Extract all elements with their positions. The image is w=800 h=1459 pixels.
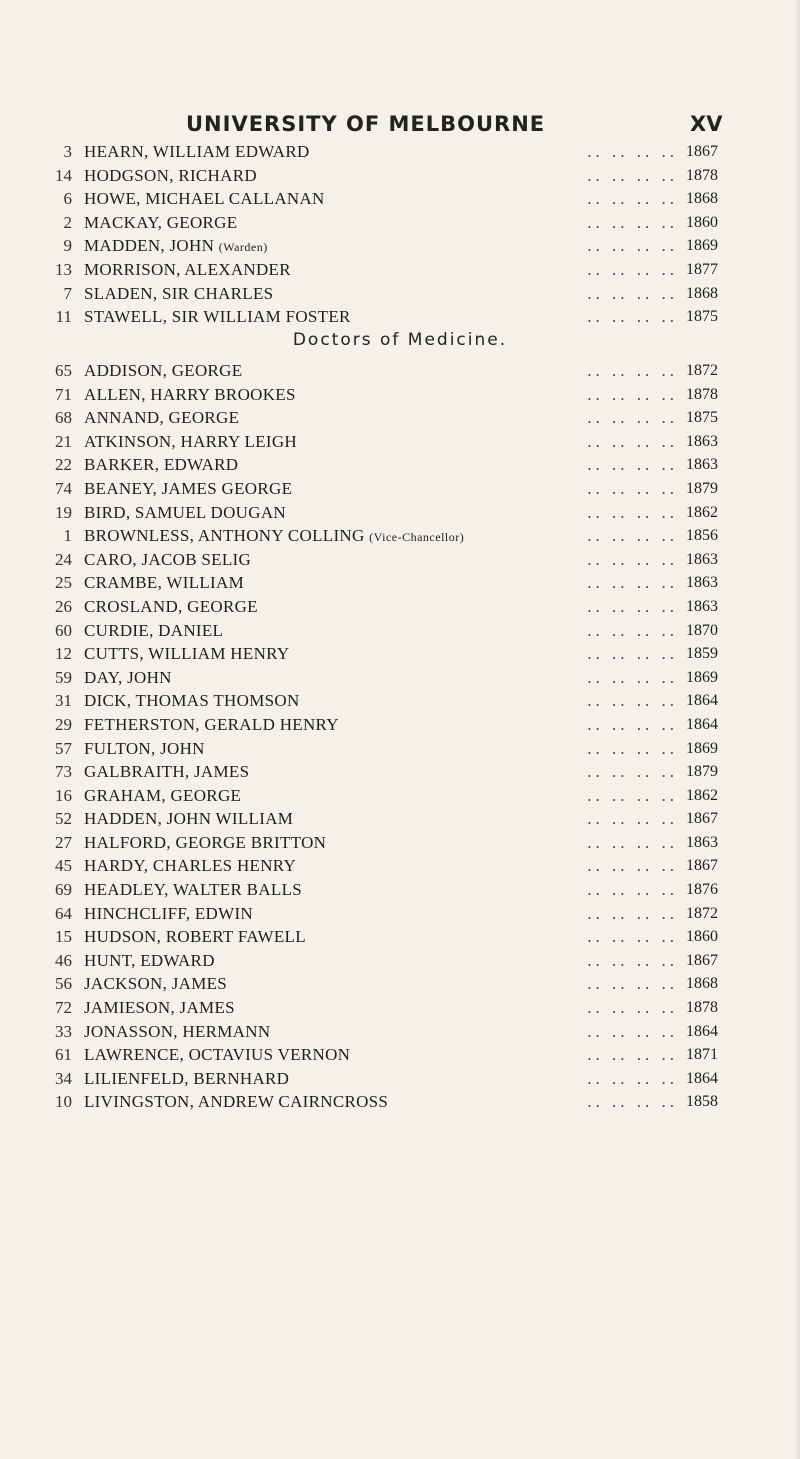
entry-name <box>84 878 302 902</box>
entry-name-text: LILIENFELD, BERNHARD <box>84 1068 290 1088</box>
leader-dots: .. .. .. .. <box>587 142 678 161</box>
list-entry <box>0 140 800 164</box>
entry-name <box>84 1090 388 1114</box>
leader-dots: .. .. .. .. <box>587 1068 678 1088</box>
list-entry <box>0 619 800 643</box>
entry-year: 1879 <box>686 763 718 781</box>
entry-year: 1856 <box>686 527 718 545</box>
leader-dots: .. .. .. .. <box>587 714 678 734</box>
leader-dots: .. .. .. .. <box>587 596 678 616</box>
entry-year: 1867 <box>686 857 718 875</box>
entry-name <box>84 282 273 306</box>
list-entry <box>0 689 800 713</box>
list-entry <box>0 784 800 808</box>
entry-name-text: HEARN, WILLIAM EDWARD <box>84 142 310 161</box>
leader-dots: .. .. .. .. <box>587 809 678 829</box>
entry-name <box>84 524 464 550</box>
leader-dots: .. .. .. .. <box>587 408 678 428</box>
list-entry <box>0 878 800 902</box>
entry-number: 33 <box>55 1021 72 1041</box>
entry-number: 74 <box>55 478 72 498</box>
entry-name-text: GRAHAM, GEORGE <box>84 785 242 805</box>
entry-number: 3 <box>63 142 72 161</box>
entry-number: 34 <box>55 1068 72 1088</box>
entry-number: 6 <box>63 189 72 209</box>
entry-name-text: BIRD, SAMUEL DOUGAN <box>84 502 286 522</box>
entry-number: 10 <box>55 1092 72 1112</box>
entry-year: 1863 <box>686 550 718 568</box>
entry-number: 22 <box>55 455 72 475</box>
entry-name-text: FETHERSTON, GERALD HENRY <box>84 714 339 734</box>
entry-name <box>84 595 258 619</box>
list-entry <box>0 383 800 407</box>
entry-year: 1863 <box>686 574 718 592</box>
entry-name <box>84 571 244 595</box>
entry-name-text: HUNT, EDWARD <box>84 950 215 970</box>
entry-name <box>84 784 241 808</box>
list-entry <box>0 1067 800 1091</box>
entry-year: 1864 <box>686 1069 718 1087</box>
entry-name-text: CUTTS, WILLIAM HENRY <box>84 644 290 664</box>
entry-name-text: ANNAND, GEORGE <box>84 408 240 428</box>
leader-dots: .. .. .. .. <box>587 667 678 687</box>
list-entry <box>0 854 800 878</box>
list-entry <box>0 760 800 784</box>
list-entry <box>0 807 800 831</box>
entry-name-text: MACKAY, GEORGE <box>84 212 238 232</box>
list-entry <box>0 164 800 188</box>
leader-dots: .. .. .. .. <box>587 1092 678 1112</box>
entry-name <box>84 737 205 761</box>
list-entry <box>0 359 800 383</box>
entry-note: (Vice-Chancellor) <box>369 530 465 545</box>
entry-year: 1863 <box>686 456 718 474</box>
doctors-of-medicine-list <box>0 359 800 1114</box>
list-entry <box>0 187 800 211</box>
entry-name-text: HARDY, CHARLES HENRY <box>84 856 297 876</box>
entry-number: 57 <box>55 738 72 758</box>
entry-name-text: HINCHCLIFF, EDWIN <box>84 903 254 923</box>
entry-number: 19 <box>55 502 72 522</box>
entry-name <box>84 359 242 383</box>
entry-name <box>84 234 268 260</box>
entry-number: 21 <box>55 431 72 451</box>
entry-number: 56 <box>55 974 72 994</box>
entry-name <box>84 1067 289 1091</box>
entry-number: 60 <box>55 620 72 640</box>
list-entry <box>0 949 800 973</box>
leader-dots: .. .. .. .. <box>587 1021 678 1041</box>
page-title: UNIVERSITY OF MELBOURNE <box>186 112 546 136</box>
entry-name-text: LAWRENCE, OCTAVIUS VERNON <box>84 1045 351 1065</box>
leader-dots: .. .. .. .. <box>587 644 678 664</box>
entry-name <box>84 996 235 1020</box>
entry-number: 27 <box>55 832 72 852</box>
entry-year: 1867 <box>686 810 718 828</box>
entry-year: 1858 <box>686 1093 718 1111</box>
entry-number: 68 <box>55 408 72 428</box>
entry-number: 25 <box>55 573 72 593</box>
list-entry <box>0 1090 800 1114</box>
list-entry <box>0 501 800 525</box>
leader-dots: .. .. .. .. <box>587 998 678 1018</box>
list-entry <box>0 430 800 454</box>
entry-name <box>84 453 238 477</box>
leader-dots: .. .. .. .. <box>587 526 678 546</box>
entry-number: 2 <box>63 212 72 232</box>
entry-name <box>84 477 292 501</box>
entry-year: 1860 <box>686 213 718 231</box>
leader-dots: .. .. .. .. <box>587 785 678 805</box>
entry-name <box>84 187 325 211</box>
list-entry <box>0 305 800 329</box>
leader-dots: .. .. .. .. <box>587 903 678 923</box>
leader-dots: .. .. .. .. <box>587 620 678 640</box>
entry-name <box>84 258 291 282</box>
entry-year: 1879 <box>686 479 718 497</box>
leader-dots: .. .. .. .. <box>587 573 678 593</box>
entry-year: 1872 <box>686 904 718 922</box>
entry-name-text: HEADLEY, WALTER BALLS <box>84 880 303 900</box>
leader-dots: .. .. .. .. <box>587 478 678 498</box>
list-entry <box>0 548 800 572</box>
entry-name <box>84 140 310 164</box>
entry-year: 1868 <box>686 190 718 208</box>
entry-number: 73 <box>55 762 72 782</box>
entry-number: 14 <box>55 165 72 185</box>
leader-dots: .. .. .. .. <box>587 361 678 380</box>
list-entry <box>0 642 800 666</box>
entry-name <box>84 666 172 690</box>
entry-name-text: HODGSON, RICHARD <box>84 165 257 185</box>
entry-name-text: DICK, THOMAS THOMSON <box>84 691 300 711</box>
entry-name-text: HADDEN, JOHN WILLIAM <box>84 809 294 829</box>
leader-dots: .. .. .. .. <box>587 880 678 900</box>
entry-name-text: ALLEN, HARRY BROOKES <box>84 384 296 404</box>
entry-year: 1863 <box>686 833 718 851</box>
leader-dots: .. .. .. .. <box>587 455 678 475</box>
entry-name <box>84 211 237 235</box>
entry-number: 64 <box>55 903 72 923</box>
page-number: XV <box>690 112 723 136</box>
entry-name <box>84 1043 350 1067</box>
entry-year: 1877 <box>686 260 718 278</box>
entry-number: 71 <box>55 384 72 404</box>
entry-name-text: ADDISON, GEORGE <box>84 361 243 380</box>
list-entry <box>0 406 800 430</box>
entry-name <box>84 619 223 643</box>
entry-name-text: CROSLAND, GEORGE <box>84 596 258 616</box>
entry-number: 45 <box>55 856 72 876</box>
entry-name-text: CRAMBE, WILLIAM <box>84 573 245 593</box>
list-entry <box>0 453 800 477</box>
entry-number: 12 <box>55 644 72 664</box>
entry-name <box>84 925 306 949</box>
entry-name <box>84 902 253 926</box>
page-edge-shadow <box>794 0 800 1459</box>
entry-number: 16 <box>55 785 72 805</box>
entry-name <box>84 807 293 831</box>
list-entry <box>0 524 800 548</box>
entry-name-text: JONASSON, HERMANN <box>84 1021 271 1041</box>
section-heading: Doctors of Medicine. <box>292 330 508 350</box>
entry-name-text: BARKER, EDWARD <box>84 455 239 475</box>
entry-year: 1863 <box>686 432 718 450</box>
list-entry <box>0 831 800 855</box>
list-entry <box>0 571 800 595</box>
leader-dots: .. .. .. .. <box>587 189 678 209</box>
entry-name <box>84 305 351 329</box>
entry-number: 72 <box>55 998 72 1018</box>
entry-name-text: GALBRAITH, JAMES <box>84 762 250 782</box>
list-entry <box>0 925 800 949</box>
entry-number: 61 <box>55 1045 72 1065</box>
entry-name <box>84 1020 270 1044</box>
entry-year: 1864 <box>686 692 718 710</box>
entry-name-text: JACKSON, JAMES <box>84 974 228 994</box>
list-entry <box>0 1020 800 1044</box>
leader-dots: .. .. .. .. <box>587 307 678 327</box>
entry-year: 1878 <box>686 999 718 1017</box>
list-entry <box>0 282 800 306</box>
entry-number: 7 <box>63 283 72 303</box>
entry-name <box>84 949 215 973</box>
entry-name-text: FULTON, JOHN <box>84 738 205 758</box>
list-entry <box>0 477 800 501</box>
leader-dots: .. .. .. .. <box>587 738 678 758</box>
list-entry <box>0 666 800 690</box>
graduates-list-upper <box>0 140 800 329</box>
entry-year: 1867 <box>686 951 718 969</box>
entry-number: 13 <box>55 259 72 279</box>
entry-name-text: HALFORD, GEORGE BRITTON <box>84 832 327 852</box>
leader-dots: .. .. .. .. <box>587 236 678 256</box>
list-entry <box>0 972 800 996</box>
leader-dots: .. .. .. .. <box>587 259 678 279</box>
running-head <box>0 112 800 142</box>
entry-year: 1869 <box>686 237 718 255</box>
entry-number: 31 <box>55 691 72 711</box>
entry-name-text: MADDEN, JOHN <box>84 236 215 256</box>
entry-year: 1864 <box>686 1022 718 1040</box>
entry-year: 1867 <box>686 143 718 160</box>
list-entry <box>0 996 800 1020</box>
entry-year: 1875 <box>686 409 718 427</box>
entry-name <box>84 760 249 784</box>
entry-number: 15 <box>55 927 72 947</box>
entry-name <box>84 854 296 878</box>
entry-year: 1876 <box>686 881 718 899</box>
entry-year: 1863 <box>686 597 718 615</box>
entry-name <box>84 406 239 430</box>
list-entry <box>0 258 800 282</box>
entry-number: 69 <box>55 880 72 900</box>
entry-number: 59 <box>55 667 72 687</box>
entry-year: 1875 <box>686 308 718 326</box>
list-entry <box>0 211 800 235</box>
entry-number: 1 <box>63 526 72 546</box>
entry-year: 1860 <box>686 928 718 946</box>
entry-number: 46 <box>55 950 72 970</box>
leader-dots: .. .. .. .. <box>587 165 678 185</box>
entry-year: 1868 <box>686 284 718 302</box>
list-entry <box>0 902 800 926</box>
entry-name <box>84 713 339 737</box>
entry-year: 1878 <box>686 166 718 184</box>
list-entry <box>0 713 800 737</box>
leader-dots: .. .. .. .. <box>587 212 678 232</box>
leader-dots: .. .. .. .. <box>587 856 678 876</box>
entry-name <box>84 501 286 525</box>
entry-name-text: JAMIESON, JAMES <box>84 998 235 1018</box>
leader-dots: .. .. .. .. <box>587 502 678 522</box>
leader-dots: .. .. .. .. <box>587 549 678 569</box>
entry-number: 24 <box>55 549 72 569</box>
leader-dots: .. .. .. .. <box>587 691 678 711</box>
list-entry <box>0 595 800 619</box>
list-entry <box>0 1043 800 1067</box>
leader-dots: .. .. .. .. <box>587 431 678 451</box>
entry-name-text: SLADEN, SIR CHARLES <box>84 283 274 303</box>
entry-year: 1862 <box>686 503 718 521</box>
entry-number: 65 <box>55 361 72 380</box>
entry-name-text: BEANEY, JAMES GEORGE <box>84 478 293 498</box>
entry-year: 1870 <box>686 621 718 639</box>
entry-name-text: ATKINSON, HARRY LEIGH <box>84 431 297 451</box>
leader-dots: .. .. .. .. <box>587 762 678 782</box>
entry-note: (Warden) <box>218 240 268 255</box>
entry-year: 1862 <box>686 786 718 804</box>
leader-dots: .. .. .. .. <box>587 832 678 852</box>
entry-name-text: HUDSON, ROBERT FAWELL <box>84 927 306 947</box>
entry-name-text: LIVINGSTON, ANDREW CAIRNCROSS <box>84 1092 389 1112</box>
leader-dots: .. .. .. .. <box>587 1045 678 1065</box>
entry-number: 52 <box>55 809 72 829</box>
list-entry <box>0 234 800 258</box>
entry-number: 26 <box>55 596 72 616</box>
list-entry <box>0 737 800 761</box>
leader-dots: .. .. .. .. <box>587 283 678 303</box>
entry-year: 1869 <box>686 668 718 686</box>
entry-number: 29 <box>55 714 72 734</box>
entry-name <box>84 689 300 713</box>
entry-year: 1869 <box>686 739 718 757</box>
entry-name-text: DAY, JOHN <box>84 667 172 687</box>
entry-year: 1871 <box>686 1046 718 1064</box>
entry-number: 11 <box>55 307 72 327</box>
entry-name-text: CARO, JACOB SELIG <box>84 549 252 569</box>
entry-year: 1864 <box>686 715 718 733</box>
entry-name-text: CURDIE, DANIEL <box>84 620 224 640</box>
entry-number: 9 <box>63 236 72 256</box>
entry-name <box>84 831 326 855</box>
entry-name <box>84 642 289 666</box>
leader-dots: .. .. .. .. <box>587 950 678 970</box>
leader-dots: .. .. .. .. <box>587 384 678 404</box>
entry-year: 1868 <box>686 975 718 993</box>
entry-year: 1878 <box>686 385 718 403</box>
entry-name-text: BROWNLESS, ANTHONY COLLING <box>84 526 365 546</box>
entry-name-text: MORRISON, ALEXANDER <box>84 259 291 279</box>
entry-name <box>84 383 296 407</box>
entry-name-text: STAWELL, SIR WILLIAM FOSTER <box>84 307 351 327</box>
entry-name <box>84 164 257 188</box>
entry-year: 1859 <box>686 645 718 663</box>
entry-name <box>84 548 251 572</box>
entry-name-text: HOWE, MICHAEL CALLANAN <box>84 189 325 209</box>
leader-dots: .. .. .. .. <box>587 974 678 994</box>
entry-name <box>84 430 297 454</box>
entry-year: 1872 <box>686 362 718 379</box>
leader-dots: .. .. .. .. <box>587 927 678 947</box>
entry-name <box>84 972 227 996</box>
